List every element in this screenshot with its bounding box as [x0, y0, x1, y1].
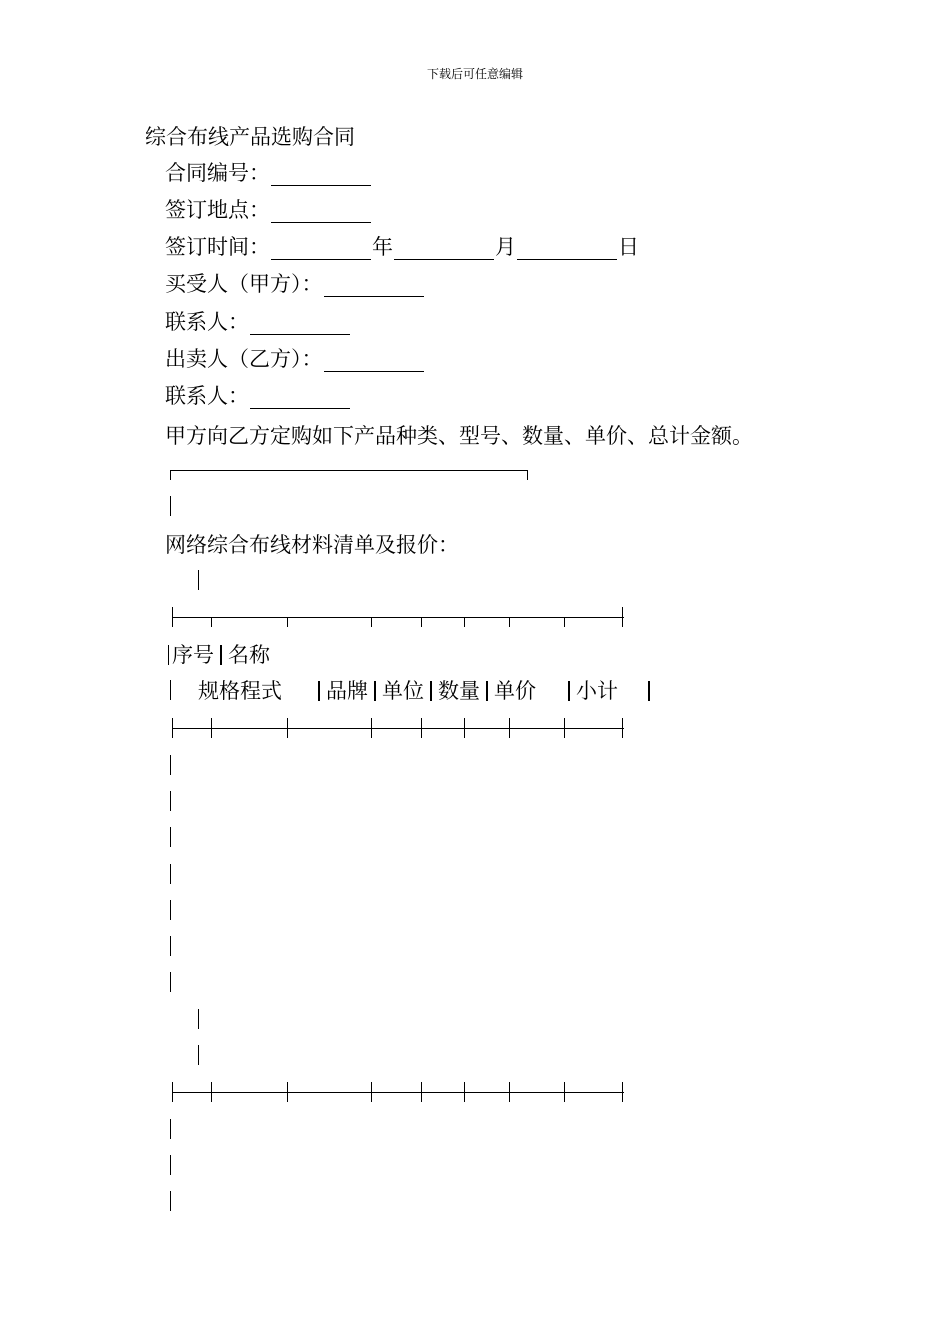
intro-paragraph: 甲方向乙方定购如下产品种类、型号、数量、单价、总计金额。 — [165, 424, 753, 448]
table-row-bar — [170, 1119, 171, 1139]
list-bar — [198, 570, 199, 590]
rule-tick — [421, 617, 422, 627]
rule-tick — [172, 607, 173, 627]
header-sep — [374, 681, 376, 701]
header-seq: 序号 — [172, 643, 214, 667]
buyer-contact-blank[interactable] — [250, 312, 350, 335]
rule-tick — [564, 1082, 565, 1102]
day-label: 日 — [618, 235, 639, 259]
table-header-row-1 — [168, 642, 270, 668]
rule-tick — [371, 718, 372, 738]
rule-tick — [509, 1082, 510, 1102]
sign-place-line — [165, 197, 372, 223]
rule-tick — [421, 1082, 422, 1102]
buyer-label: 买受人（甲方）： — [165, 272, 323, 296]
header-sep — [318, 681, 320, 701]
rule-tick — [622, 718, 623, 738]
table-row-bar — [198, 1009, 199, 1029]
list-title: 网络综合布线材料清单及报价： — [165, 533, 459, 557]
rule-tick — [622, 607, 623, 627]
header-sep — [430, 681, 432, 701]
buyer-blank[interactable] — [324, 274, 424, 297]
header-qty: 数量 — [438, 679, 480, 703]
rule-tick — [211, 617, 212, 627]
contract-no-blank[interactable] — [271, 163, 371, 186]
seller-contact-line — [165, 383, 351, 409]
table-row-bar — [198, 1045, 199, 1065]
table-row-bar — [170, 864, 171, 884]
table-row-bar — [170, 1155, 171, 1175]
rule-tick — [287, 617, 288, 627]
header-sep — [220, 645, 222, 665]
header-sep — [648, 681, 650, 701]
header-brand: 品牌 — [326, 679, 368, 703]
header-left-bar — [170, 680, 171, 700]
rule-line — [172, 728, 624, 729]
sign-place-blank[interactable] — [271, 200, 371, 223]
rule-line — [172, 1092, 624, 1093]
document-title: 综合布线产品选购合同 — [145, 125, 355, 149]
rule-tick — [464, 1082, 465, 1102]
table-row-bar — [170, 827, 171, 847]
month-blank[interactable] — [394, 237, 494, 260]
table-row-bar — [170, 1191, 171, 1211]
seller-contact-label: 联系人： — [165, 384, 249, 408]
rule-tick — [371, 1082, 372, 1102]
header-unit: 单位 — [382, 679, 424, 703]
table-row-bar — [170, 900, 171, 920]
rule-tick — [464, 617, 465, 627]
rule-tick — [172, 1082, 173, 1102]
seller-label: 出卖人（乙方）： — [165, 347, 323, 371]
rule-tick — [509, 718, 510, 738]
box-top-left-corner — [170, 470, 171, 480]
header-name: 名称 — [228, 643, 270, 667]
header-sep — [168, 645, 169, 665]
sign-time-line — [165, 234, 639, 260]
seller-line — [165, 346, 425, 372]
rule-tick — [622, 1082, 623, 1102]
header-spec: 规格程式 — [198, 679, 282, 703]
table-header-row-2 — [198, 678, 656, 704]
box-top-right-corner — [527, 470, 528, 480]
rule-tick — [287, 718, 288, 738]
rule-tick — [371, 617, 372, 627]
rule-tick — [421, 718, 422, 738]
sign-place-label: 签订地点： — [165, 198, 270, 222]
header-subtotal: 小计 — [576, 679, 618, 703]
header-price: 单价 — [494, 679, 536, 703]
rule-tick — [211, 1082, 212, 1102]
rule-tick — [172, 718, 173, 738]
rule-tick — [564, 617, 565, 627]
year-label: 年 — [372, 235, 393, 259]
header-note: 下载后可任意编辑 — [426, 67, 523, 81]
year-blank[interactable] — [271, 237, 371, 260]
seller-blank[interactable] — [324, 349, 424, 372]
month-label: 月 — [495, 235, 516, 259]
table-row-bar — [170, 972, 171, 992]
rule-tick — [287, 1082, 288, 1102]
buyer-line — [165, 271, 425, 297]
rule-tick — [564, 718, 565, 738]
day-blank[interactable] — [517, 237, 617, 260]
sign-time-label: 签订时间： — [165, 235, 270, 259]
rule-tick — [211, 718, 212, 738]
rule-tick — [464, 718, 465, 738]
seller-contact-blank[interactable] — [250, 386, 350, 409]
header-sep — [486, 681, 488, 701]
rule-line — [172, 617, 624, 618]
contract-no-line — [165, 160, 372, 186]
table-row-bar — [170, 755, 171, 775]
box-top-border — [170, 470, 528, 471]
contract-no-label: 合同编号： — [165, 161, 270, 185]
header-sep — [568, 681, 570, 701]
buyer-contact-line — [165, 309, 351, 335]
rule-tick — [509, 617, 510, 627]
table-row-bar — [170, 791, 171, 811]
buyer-contact-label: 联系人： — [165, 310, 249, 334]
box-left-bar — [170, 496, 171, 516]
table-row-bar — [170, 936, 171, 956]
